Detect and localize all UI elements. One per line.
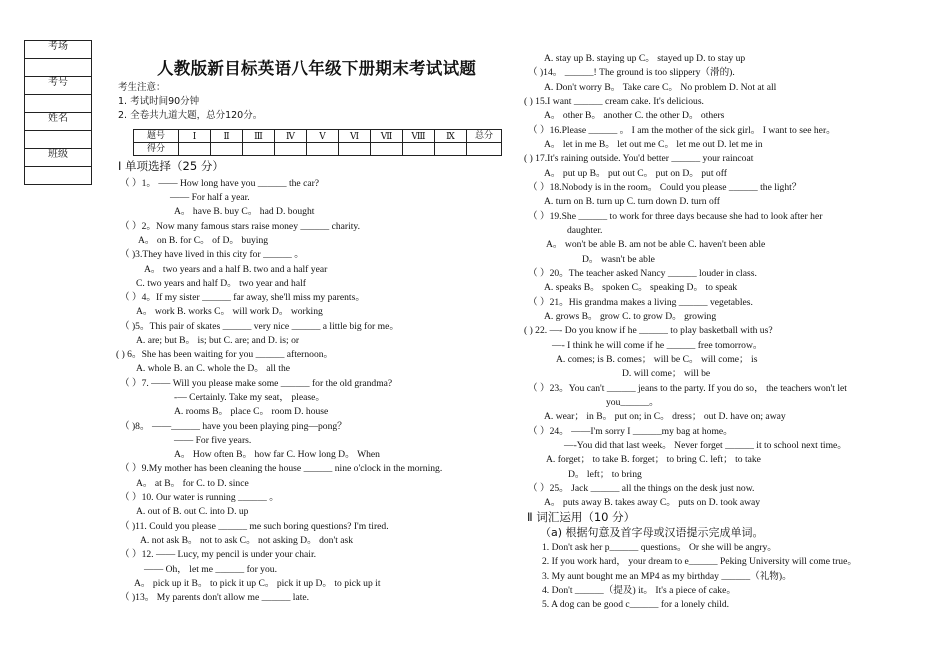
question-line: （ ）10. Our water is running ______ 。 bbox=[120, 492, 279, 503]
question-line: （ ）19.She ______ to work for three days because she had to look after her bbox=[528, 211, 823, 222]
score-cell bbox=[371, 143, 403, 156]
options-line: A。 won't be able B. am not be able C. haven't been able bbox=[546, 239, 766, 250]
question-line: （ )3.They have lived in this city for ______ 。 bbox=[120, 249, 304, 260]
options-line: A。 two years and a half B. two and a half year bbox=[144, 264, 328, 275]
options-line: A。 at B。 for C. to D. since bbox=[136, 478, 249, 489]
score-cell bbox=[307, 143, 339, 156]
question-line: （ )13。 My parents don't allow me ______ late. bbox=[120, 592, 310, 603]
options-line: A. out of B. out C. into D. up bbox=[136, 506, 249, 517]
section-sub-heading: （a) 根据句意及首字母或汉语提示完成单词。 bbox=[540, 526, 764, 539]
question-line: （ )5。This pair of skates ______ very nice ______ a little big for me。 bbox=[120, 321, 399, 332]
score-cell bbox=[339, 143, 371, 156]
question-line: daughter. bbox=[567, 225, 603, 236]
options-line: A. stay up B. staying up C。 stayed up D. to stay up bbox=[544, 53, 746, 64]
score-header-cell: 题号 bbox=[134, 130, 179, 143]
options-line: A。 put up B。 put out C。 put on D。 put off bbox=[544, 168, 727, 179]
vocabulary-item: 1. Don't ask her p______ questions。 Or she will be angry。 bbox=[542, 542, 777, 553]
options-line: A. whole B. an C. whole the D。 all the bbox=[136, 363, 291, 374]
options-line: A. speaks B。 spoken C。 speaking D。 to speak bbox=[544, 282, 738, 293]
notice-heading: 考生注意： bbox=[118, 82, 166, 93]
score-header-cell: Ⅸ bbox=[435, 130, 467, 143]
notice-item: 1. 考试时间90分钟 bbox=[118, 96, 200, 107]
margin-field-exam-number bbox=[25, 95, 92, 113]
options-line: A. rooms B。 place C。 room D. house bbox=[174, 406, 329, 417]
score-table bbox=[133, 129, 502, 156]
score-header-cell: Ⅴ bbox=[307, 130, 339, 143]
options-line: A。 have B. buy C。 had D. bought bbox=[174, 206, 315, 217]
options-line: C. two years and half D。 two year and half bbox=[136, 278, 306, 289]
page-title: 人教版新目标英语八年级下册期末考试试题 bbox=[157, 59, 477, 78]
options-line: A. wear； in B。 put on; in C。 dress； out D. have on; away bbox=[544, 411, 786, 422]
vocabulary-item: 5. A dog can be good c______ for a lonely child. bbox=[542, 599, 730, 610]
options-line: A。 on B. for C。 of D。 buying bbox=[138, 235, 269, 246]
options-line: A. grows B。 grow C. to grow D。 growing bbox=[544, 311, 717, 322]
vocabulary-item: 4. Don't ______（提及) it。 It's a piece of cake。 bbox=[542, 585, 736, 596]
score-table-score-row bbox=[134, 143, 502, 156]
notice-item: 2. 全卷共九道大题，总分120分。 bbox=[118, 110, 263, 121]
question-line: （ )14。 ______! The ground is too slippery（滑的). bbox=[528, 67, 735, 78]
question-line: （ )11. Could you please ______ me such boring questions? I'm tired. bbox=[120, 521, 389, 532]
score-header-cell: Ⅶ bbox=[371, 130, 403, 143]
question-line: （ ）7. —— Will you please make some ______ for the old grandma? bbox=[120, 378, 393, 389]
options-line: A. comes; is B. comes； will be C。 will come； is bbox=[556, 354, 758, 365]
margin-field-name bbox=[25, 131, 92, 149]
options-line: D. will come； will be bbox=[622, 368, 711, 379]
score-header-cell: Ⅲ bbox=[243, 130, 275, 143]
binding-margin-table bbox=[24, 40, 92, 185]
question-line: （ ）20。The teacher asked Nancy ______ louder in class. bbox=[528, 268, 757, 279]
score-row-label: 得分 bbox=[134, 143, 179, 156]
question-line: （ ）12. —— Lucy, my pencil is under your chair. bbox=[120, 549, 317, 560]
margin-label-class: 班级 bbox=[25, 149, 92, 167]
options-line: A。 other B。 another C. the other D。 others bbox=[544, 110, 725, 121]
options-line: A。 let in me B。 let out me C。 let me out D. let me in bbox=[544, 139, 763, 150]
score-header-cell: Ⅳ bbox=[275, 130, 307, 143]
score-header-cell: Ⅱ bbox=[211, 130, 243, 143]
question-line: （ ）21。His grandma makes a living ______ vegetables. bbox=[528, 297, 753, 308]
margin-label-exam-room: 考场 bbox=[25, 41, 92, 59]
question-line: （ )8。 ——______ have you been playing ping—pong？ bbox=[120, 421, 347, 432]
margin-label-exam-number: 考号 bbox=[25, 77, 92, 95]
question-line: ( ) 22. —- Do you know if he ______ to play basketball with us? bbox=[524, 325, 773, 336]
question-line: （ ）1。 —— How long have you ______ the car? bbox=[120, 178, 320, 189]
question-line: —- I think he will come if he ______ free tomorrow。 bbox=[552, 340, 763, 351]
score-cell bbox=[467, 143, 502, 156]
score-header-cell: Ⅰ bbox=[179, 130, 211, 143]
question-line: —-You did that last week。 Never forget ______ it to school next time。 bbox=[564, 440, 847, 451]
question-line: （ ）4。If my sister ______ far away, she'll miss my parents。 bbox=[120, 292, 365, 303]
score-cell bbox=[243, 143, 275, 156]
question-line: （ ）18.Nobody is in the room。 Could you please ______ the light？ bbox=[528, 182, 802, 193]
options-line: A. forget； to take B. forget； to bring C. left； to take bbox=[546, 454, 761, 465]
options-line: D。 wasn't be able bbox=[582, 254, 655, 265]
section-heading: Ⅰ 单项选择（25 分） bbox=[118, 159, 224, 173]
score-header-cell: Ⅷ bbox=[403, 130, 435, 143]
score-header-cell: 总分 bbox=[467, 130, 502, 143]
options-line: A。 work B. works C。 will work D。 working bbox=[136, 306, 323, 317]
question-line: ( ) 15.I want ______ cream cake. It's delicious. bbox=[524, 96, 704, 107]
question-line: —— Oh， let me ______ for you. bbox=[144, 564, 277, 575]
question-line: you______。 bbox=[606, 397, 659, 408]
question-line: （ ）2。Now many famous stars raise money ______ charity. bbox=[120, 221, 360, 232]
question-line: —— For five years. bbox=[174, 435, 252, 446]
section-heading: Ⅱ 词汇运用（10 分） bbox=[527, 510, 636, 524]
score-cell bbox=[275, 143, 307, 156]
margin-label-name: 姓名 bbox=[25, 113, 92, 131]
options-line: A. not ask B。 not to ask C。 not asking D。 don't ask bbox=[140, 535, 354, 546]
question-line: （ ）9.My mother has been cleaning the house ______ nine o'clock in the morning. bbox=[120, 463, 443, 474]
options-line: A。 pick up it B。 to pick it up C。 pick it up D。 to pick up it bbox=[134, 578, 381, 589]
options-line: A. Don't worry B。 Take care C。 No problem D. Not at all bbox=[544, 82, 777, 93]
question-line: （ ）23。You can't ______ jeans to the party. If you do so， the teachers won't let bbox=[528, 383, 847, 394]
score-header-cell: Ⅵ bbox=[339, 130, 371, 143]
score-cell bbox=[179, 143, 211, 156]
score-cell bbox=[435, 143, 467, 156]
question-line: -— Certainly. Take my seat， please。 bbox=[174, 392, 325, 403]
options-line: A. turn on B. turn up C. turn down D. turn off bbox=[544, 196, 720, 207]
margin-field-exam-room bbox=[25, 59, 92, 77]
options-line: A. are; but B。 is; but C. are; and D. is; or bbox=[136, 335, 300, 346]
options-line: A。 How often B。 how far C. How long D。 When bbox=[174, 449, 380, 460]
score-cell bbox=[403, 143, 435, 156]
score-table-header-row bbox=[134, 130, 502, 143]
question-line: （ ）16.Please ______ 。 I am the mother of the sick girl。 I want to see her。 bbox=[528, 125, 836, 136]
margin-field-class bbox=[25, 167, 92, 185]
question-line: （ ）24。 ——I'm sorry I ______my bag at home。 bbox=[528, 426, 733, 437]
question-line: —— For half a year. bbox=[170, 192, 250, 203]
question-line: ( ) 17.It's raining outside. You'd better ______ your raincoat bbox=[524, 153, 754, 164]
score-cell bbox=[211, 143, 243, 156]
question-line: ( ) 6。She has been waiting for you ______ afternoon。 bbox=[116, 349, 334, 360]
vocabulary-item: 3. My aunt bought me an MP4 as my birthday ______（礼物)。 bbox=[542, 571, 792, 582]
vocabulary-item: 2. If you work hard， your dream to e______ Peking University will come true。 bbox=[542, 556, 857, 567]
options-line: D。 left； to bring bbox=[568, 469, 642, 480]
question-line: （ ）25。 Jack ______ all the things on the desk just now. bbox=[528, 483, 755, 494]
options-line: A。 puts away B. takes away C。 puts on D. took away bbox=[544, 497, 761, 508]
